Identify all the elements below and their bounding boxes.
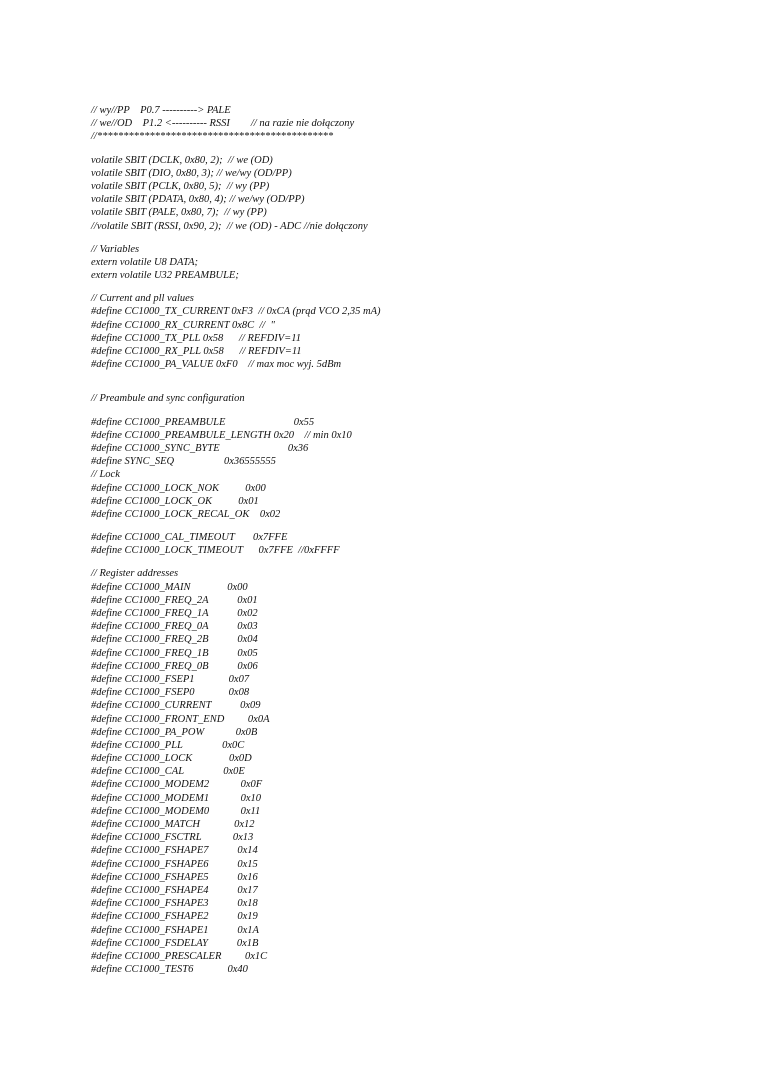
code-line: extern volatile U8 DATA; [91, 256, 199, 268]
code-line: #define CC1000_FSHAPE2 0x19 [91, 911, 258, 923]
block-gap [91, 144, 731, 154]
code-line: #define CC1000_FREQ_0B 0x06 [91, 660, 258, 672]
code-line: #define CC1000_TX_PLL 0x58 // REFDIV=11 [91, 332, 301, 344]
code-line: #define CC1000_SYNC_BYTE 0x36 [91, 442, 309, 454]
code-line: #define CC1000_FREQ_1B 0x05 [91, 647, 258, 659]
code-block [91, 531, 731, 557]
code-line: #define CC1000_PREAMBULE_LENGTH 0x20 // min 0x10 [91, 429, 352, 441]
code-line: #define CC1000_FREQ_2B 0x04 [91, 634, 258, 646]
code-line: #define CC1000_TEST6 0x40 [91, 964, 248, 976]
code-block [91, 292, 731, 371]
code-line: #define CC1000_FSEP0 0x08 [91, 687, 250, 699]
code-line: volatile SBIT (PCLK, 0x80, 5); // wy (PP) [91, 180, 270, 192]
code-line: volatile SBIT (DCLK, 0x80, 2); // we (OD) [91, 154, 273, 166]
code-line: #define CC1000_LOCK_NOK 0x00 [91, 482, 266, 494]
code-line: #define CC1000_PLL 0x0C [91, 739, 245, 751]
code-line: #define CC1000_CURRENT 0x09 [91, 700, 261, 712]
code-line: #define CC1000_PREAMBULE 0x55 [91, 416, 315, 428]
code-block [91, 104, 731, 144]
code-block [91, 392, 731, 405]
code-line: // wy//PP P0.7 ----------> PALE [91, 105, 231, 116]
code-line: #define CC1000_LOCK_TIMEOUT 0x7FFE //0xFFFF [91, 545, 340, 557]
code-block [91, 154, 731, 233]
block-gap [91, 521, 731, 531]
code-block [91, 567, 731, 976]
code-line: #define CC1000_FSHAPE4 0x17 [91, 884, 258, 896]
code-line: volatile SBIT (DIO, 0x80, 3); // we/wy (OD/PP) [91, 167, 292, 179]
code-line: // Lock [91, 469, 120, 481]
code-line: #define CC1000_FSHAPE5 0x16 [91, 871, 258, 883]
code-line: #define CC1000_FSHAPE1 0x1A [91, 924, 259, 936]
code-line: #define CC1000_FSCTRL 0x13 [91, 832, 254, 844]
block-gap [91, 282, 731, 292]
code-line: //********************************************* [91, 131, 334, 143]
code-line: //volatile SBIT (RSSI, 0x90, 2); // we (OD) - ADC //nie dołączony [91, 220, 368, 232]
code-line: #define CC1000_FSHAPE3 0x18 [91, 898, 258, 910]
code-line: #define CC1000_MATCH 0x12 [91, 819, 255, 830]
code-line: #define CC1000_FREQ_1A 0x02 [91, 608, 258, 619]
code-line: // Current and pll values [91, 293, 194, 305]
code-line: #define CC1000_CAL 0x0E [91, 766, 245, 778]
code-line: #define CC1000_MAIN 0x00 [91, 581, 248, 593]
code-line: volatile SBIT (PALE, 0x80, 7); // wy (PP) [91, 207, 267, 219]
code-line: #define CC1000_FSHAPE7 0x14 [91, 845, 258, 857]
code-block [91, 243, 731, 283]
code-line: // Register addresses [91, 568, 179, 580]
code-line: #define CC1000_LOCK 0x0D [91, 753, 252, 765]
code-line: #define CC1000_CAL_TIMEOUT 0x7FFE [91, 532, 288, 544]
code-line: // Variables [91, 243, 140, 255]
block-gap [91, 406, 731, 416]
code-line: #define CC1000_FREQ_0A 0x03 [91, 621, 258, 633]
code-line: #define CC1000_TX_CURRENT 0xF3 // 0xCA (prąd VCO 2,35 mA) [91, 306, 381, 318]
code-line: // we//OD P1.2 <---------- RSSI // na razie nie dołączony [91, 118, 355, 130]
code-line: #define CC1000_MODEM2 0x0F [91, 779, 263, 791]
block-gap [91, 233, 731, 243]
code-line: #define CC1000_MODEM1 0x10 [91, 792, 262, 804]
code-line: #define CC1000_FREQ_2A 0x01 [91, 594, 258, 606]
code-block [91, 416, 731, 522]
code-line: #define CC1000_FSEP1 0x07 [91, 673, 250, 685]
code-line: #define CC1000_FRONT_END 0x0A [91, 713, 270, 725]
code-line: // Preambule and sync configuration [91, 393, 245, 405]
code-line: #define CC1000_PA_POW 0x0B [91, 726, 258, 738]
code-line: #define CC1000_PA_VALUE 0xF0 // max moc wyj. 5dBm [91, 359, 342, 371]
block-gap [91, 557, 731, 567]
code-line: #define CC1000_LOCK_OK 0x01 [91, 495, 259, 507]
code-line: extern volatile U32 PREAMBULE; [91, 270, 239, 282]
code-listing [91, 104, 731, 976]
code-line: #define CC1000_LOCK_RECAL_OK 0x02 [91, 508, 281, 520]
code-line: #define SYNC_SEQ 0x36555555 [91, 456, 276, 468]
code-line: #define CC1000_RX_CURRENT 0x8C // " [91, 319, 275, 331]
code-line: #define CC1000_FSHAPE6 0x15 [91, 858, 258, 870]
block-gap [91, 371, 731, 392]
code-line: #define CC1000_FSDELAY 0x1B [91, 937, 259, 949]
code-line: volatile SBIT (PDATA, 0x80, 4); // we/wy (OD/PP) [91, 194, 305, 206]
code-line: #define CC1000_PRESCALER 0x1C [91, 950, 268, 962]
code-line: #define CC1000_RX_PLL 0x58 // REFDIV=11 [91, 346, 302, 357]
code-line: #define CC1000_MODEM0 0x11 [91, 805, 261, 817]
